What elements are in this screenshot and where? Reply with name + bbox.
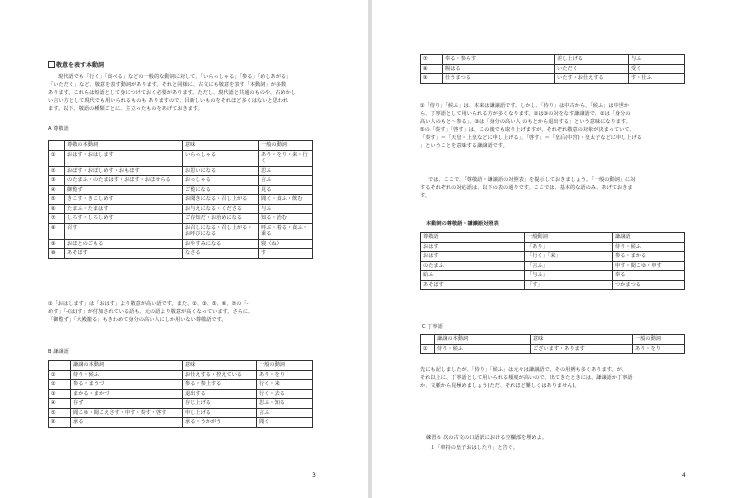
page-right [372,0,740,498]
section-c-heading: C 丁寧語 [422,324,443,330]
table-row: ① 侍り・候ふ ございます・あります あり・をり [421,344,685,354]
checkbox-icon [48,61,55,68]
table-row: 給ふ 「与ふ」 奉る [421,271,685,281]
comparison-table-title: 本動詞の尊敬語・謙譲語対照表 [426,221,499,227]
table-kenjougo [48,360,313,428]
table-row: あそばす 「す」 つかまつる [421,280,685,290]
table-comparison [420,232,685,290]
table-row: ⑧ 召す お召しになる・召し上がる・お呼びになる 呼ぶ・着る・食ふ・乗る [49,223,313,239]
table-row: ⑨ おほとのごもる おやすみになる 寝（ね） [49,239,313,249]
note-paragraph: ①「おはします」は「おはす」より敬意が高い語です。また、②、③、⑤、⑥、⑦の「- めす」「-(は)す」が付加されている語も、元の語より敬意が高くなっています。さらに、 「御覧ず」「大殿籠る」もきわめて身分の高い人にしか用いない尊敬語です。 [48,301,254,323]
exercise-prompt: 練習６ 次の古文の口語訳における空欄部を埋めよ。 [426,435,547,441]
table-row: おはす 「あり」 侍り・候ふ [421,242,685,252]
table-header: 謙譲の本動詞 意味 一般の動詞 [421,335,685,345]
intro-paragraph: 現代語でも「行く」「食べる」などの一般的な動詞に対して、「いらっしゃる」「参る」「めしあがる」 「いただく」など、敬意を表す動詞があります。それと同様に、古文にも敬意を表す「本動詞」が多数 あります。これらは短語として身につけておく必要があります。ただし、現代語と共通のものや、古めかし い言い方として現代でも用いられるものも ありますので、目新しいものをそれほど多くはないと思われ ます。以下、敬語の種類ごとに、主立ったものをあげておきます。 [48,74,296,112]
page-number: 3 [312,472,316,479]
table-header: 謙譲の本動詞 意味 一般の動詞 [49,361,313,371]
table-sonkeigo [48,140,313,259]
table-row: ⑦ しろす・しろしめす ご存知だ・お治めになる 知る・治む [49,214,313,224]
table-row: ⑤ 聞こゆ・聞こえさす・申す・奏す・啓す 申し上げる 言ふ [49,408,313,418]
explanation-paragraph-2: では、ここで、「尊敬語・謙譲語の対照表」を提示しておきましょう。「一般の動詞」に対 するそれぞれの対応語は、以下の表の通りです。ここでは、基本的な語のみ、あげておきま す。 [420,177,636,199]
table-row: ③ のたまふ・のたまはす・おほす・おほせらる おっしゃる 言ふ [49,176,313,186]
header-cell: 意味 [183,141,259,151]
table-row: ⑥ たまふ・たまはす お与えになる・くださる 与ふ [49,204,313,214]
header-cell: 一般の動詞 [259,141,313,151]
table-header: 尊敬語 一般動詞 謙譲語 [421,233,685,243]
section-a-heading: A 尊敬語 [48,126,69,132]
header-cell [49,141,65,151]
table-row: ④ 御覧ず ご覧になる 見る [49,185,313,195]
page-left [0,0,368,498]
table-row: ⑩ あそばす なさる す [49,249,313,259]
header-cell: 尊敬の本動詞 [65,141,183,151]
section-heading: 敬意を表す本動詞 [48,61,104,70]
table-row: ⑥ 承る 承る・うかがう 聞く [49,418,313,428]
table-header [49,141,313,151]
table-kenjougo-continued [420,54,685,84]
table-row: のたまふ 「言ふ」 申す・聞こゆ・申す [421,261,685,271]
table-row: ② 参る・まうづ 参る・参上する 行く・来 [49,380,313,390]
table-row: おはす 「行く」「来」 参る・まかる [421,252,685,262]
explanation-paragraph-3: 先にも記しましたが、「侍り」「候ふ」は元々は謙譲語で、その用例も多くあります。が、 それ以上に、丁寧語として用いられる頻度が高いので、出てきたときには、謙譲語か丁寧語 か、文脈から見極めましょう(ただ、それほど難しくはありません)。 [420,367,633,389]
page-number: 4 [682,472,686,479]
table-row: ① 侍り・候ふ お仕えする・控えている あり・をり [49,370,313,380]
table-row: ④ 存ず 存じ上げる 思ふ・知る [49,399,313,409]
table-row: ③ まかる・まかづ 退出する 行く・去る [49,389,313,399]
explanation-paragraph-1: ①「侍り」「候ふ」は、本来は謙譲語です。しかし、「侍り」は中古から、「候ふ」は中世か ら、丁寧語として用いられる方が多くなります。②は③の対をなす謙譲語で、②は「身分の 高い人のもと～参る」、③は「身分の高い人 のもとから退出する」という意味になります。 ⑤の「奏す」「啓す」は、この後でも取り上げますが、それぞれ敬意の対象が決まっていて、 「奏す」＝「天皇・上皇などに申し上げる」、「啓す」＝「皇后(中宮)・皇太子などに申し上げる 」ということを意味する謙譲語です。 [420,103,642,149]
table-row: ⑧ 賜はる いただく 受く [421,64,685,74]
table-row: ⑦ 奉る・参らす 差し上げる 与ふ [421,55,685,65]
section-b-heading: B 謙譲語 [48,349,69,355]
table-row: ⑨ 仕うまつる いたす・お仕えする す・仕ふ [421,74,685,84]
table-row: ⑤ きこす・きこしめす お聞きになる・召し上がる 聞く・食ふ・飲む [49,195,313,205]
table-row: ② おぼす・おぼしめす・おもほす お思いになる 思ふ [49,166,313,176]
exercise-item: １「車持の皇子おはしたり」と告ぐ。 [430,445,519,451]
table-row: ① おはす・おはします いらっしゃる あり・をり・来・行く [49,150,313,166]
table-teineigo [420,334,685,354]
